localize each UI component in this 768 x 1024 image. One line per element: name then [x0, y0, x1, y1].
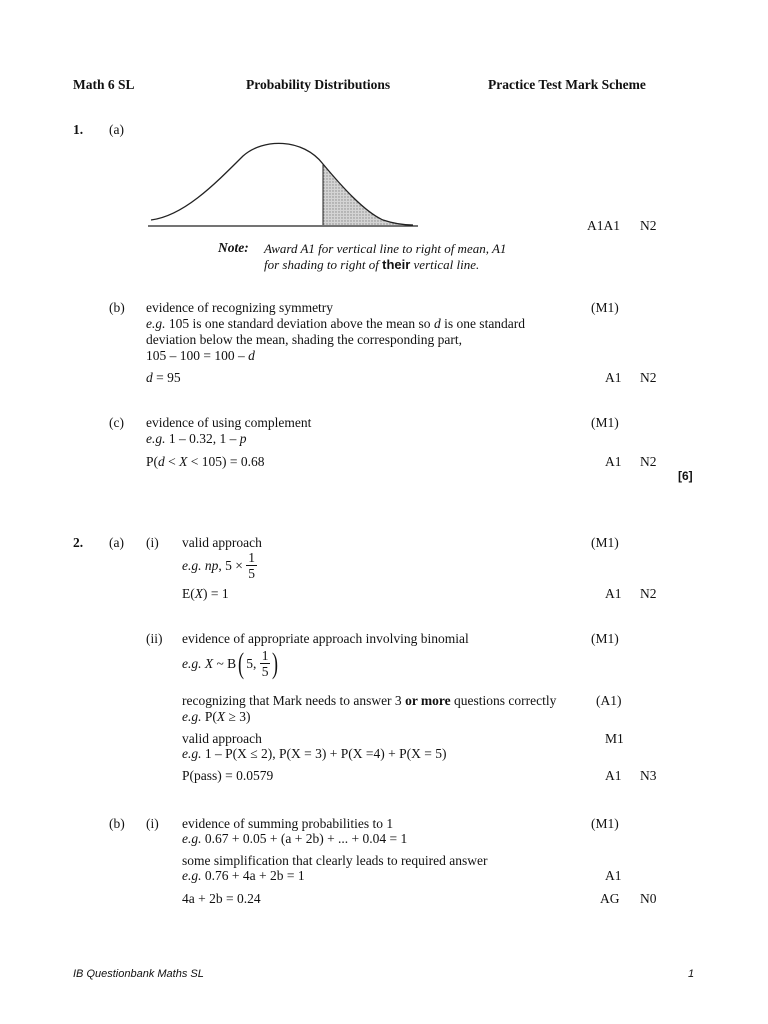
fraction-one-fifth [260, 648, 271, 679]
q1b-line1-mark: (M1) [591, 300, 619, 315]
ans-post: ) = 1 [203, 586, 229, 601]
var-x: X [179, 454, 188, 469]
line3-post: ≥ 3) [225, 709, 251, 724]
q1a-marks: A1A1 [587, 218, 620, 233]
q2bi-label: (i) [146, 816, 159, 831]
ans-pre: P( [146, 454, 159, 469]
q2bi-answer-mark: AG [600, 891, 620, 906]
q2bi-answer-n: N0 [640, 891, 657, 906]
eg-label: e.g. [182, 655, 202, 671]
bell-curve-line [151, 143, 413, 225]
q1b-line2 [146, 316, 525, 332]
q1b-answer-n: N2 [640, 370, 657, 385]
q2aii-line4: valid approach [182, 731, 262, 746]
note-line-2 [264, 257, 506, 273]
q2aii-answer-mark: A1 [605, 768, 622, 783]
var-x: X [201, 655, 214, 671]
q1a-note-label: Note: [218, 240, 249, 255]
eg-label: e.g. [182, 709, 202, 724]
shaded-tail-region [323, 164, 413, 225]
q2ai-line1: valid approach [182, 535, 262, 550]
q1c-label: (c) [109, 415, 124, 430]
q2aii-label: (ii) [146, 631, 163, 646]
line2-post: questions correctly [450, 693, 557, 708]
eg-label: e.g. [182, 868, 202, 883]
q2ai-answer [182, 586, 229, 602]
eg-label: e.g. [182, 746, 202, 761]
q1-total-marks: [6] [678, 469, 693, 483]
fraction-one-fifth [246, 550, 257, 581]
q2a-label: (a) [109, 535, 124, 550]
q2bi-line3: some simplification that clearly leads to required answer [182, 853, 488, 868]
q1b-line2-post: is one standard [440, 316, 526, 331]
q2bi-line4 [182, 868, 305, 884]
q1b-line2-text: 105 is one standard deviation above the mean so [165, 316, 434, 331]
q1b-answer-mark: A1 [605, 370, 622, 385]
header-course: Math 6 SL [73, 77, 135, 92]
note-line-2-bold: their [382, 257, 411, 272]
var-d: d [158, 454, 165, 469]
q2aii-line2 [182, 693, 556, 709]
q1b-answer-text: = 95 [152, 370, 181, 385]
ans-pre: E( [182, 586, 195, 601]
q2ai-eg [182, 550, 257, 581]
q2aii-line3 [182, 709, 251, 725]
q2aii-eg [182, 648, 280, 679]
q1b-line4-text: 105 – 100 = 100 – [146, 348, 249, 363]
q2aii-answer: P(pass) = 0.0579 [182, 768, 274, 783]
var-d: d [248, 348, 255, 363]
q1c-line2-text: 1 – 0.32, 1 – [165, 431, 240, 446]
right-paren: ) [272, 646, 279, 680]
q1a-note-text [264, 241, 506, 273]
frac-den: 5 [261, 664, 269, 679]
q2aii-line2-mark: (A1) [596, 693, 622, 708]
q2aii-line5 [182, 746, 446, 762]
note-line-2-pre: for shading to right of [264, 257, 383, 272]
binomial-n: 5, [246, 655, 257, 671]
q2aii-line1: evidence of appropriate approach involving binomial [182, 631, 469, 646]
line2-text: 0.67 + 0.05 + (a + 2b) + ... + 0.04 = 1 [201, 831, 408, 846]
line4-text: 0.76 + 4a + 2b = 1 [201, 868, 305, 883]
q1a-label: (a) [109, 122, 124, 137]
var-x: X [216, 709, 226, 724]
q2aii-answer-n: N3 [640, 768, 657, 783]
q1b-line1: evidence of recognizing symmetry [146, 300, 334, 315]
q2bi-line1: evidence of summing probabilities to 1 [182, 816, 394, 831]
eg-post: , 5 × [218, 557, 243, 573]
footer-source: IB Questionbank Maths SL [73, 968, 204, 980]
q1a-n: N2 [640, 218, 657, 233]
var-p: p [239, 431, 247, 446]
q1c-answer [146, 454, 265, 470]
note-line-1: Award A1 for vertical line to right of mean, A1 [264, 241, 507, 256]
eg-label: e.g. [182, 557, 202, 573]
eg-label: e.g. [182, 831, 202, 846]
q2ai-answer-n: N2 [640, 586, 657, 601]
q1-number: 1. [73, 122, 84, 137]
note-line-2-post: vertical line. [410, 257, 480, 272]
q2bi-line1-mark: (M1) [591, 816, 619, 831]
left-paren: ( [238, 646, 245, 680]
q2aii-line1-mark: (M1) [591, 631, 619, 646]
var-x: X [194, 586, 203, 601]
q2-number: 2. [73, 535, 84, 550]
q1b-line4 [146, 348, 255, 364]
q1c-line1-mark: (M1) [591, 415, 619, 430]
header-title: Practice Test Mark Scheme [488, 77, 646, 92]
eg-label: e.g. [146, 431, 166, 446]
header-topic: Probability Distributions [246, 77, 391, 92]
var-np: np [201, 557, 219, 573]
q1b-line3: deviation below the mean, shading the corresponding part, [146, 332, 463, 347]
eg-post: ~ B [213, 655, 237, 671]
eg-label: e.g. [146, 316, 166, 331]
var-d: d [146, 370, 153, 385]
q2b-label: (b) [109, 816, 125, 831]
line5-text: 1 – P(X ≤ 2), P(X = 3) + P(X =4) + P(X = 5) [201, 746, 447, 761]
frac-num: 1 [261, 648, 269, 663]
normal-curve-sketch [143, 136, 423, 232]
q2ai-answer-mark: A1 [605, 586, 622, 601]
footer-page-number: 1 [688, 968, 695, 980]
q2aii-line4-mark: M1 [605, 731, 624, 746]
q1c-answer-mark: A1 [605, 454, 622, 469]
frac-den: 5 [248, 566, 255, 581]
q2bi-line4-mark: A1 [605, 868, 622, 883]
line2-pre: recognizing that Mark needs to answer 3 [182, 693, 406, 708]
line2-bold: or more [405, 693, 451, 708]
ans-mid: < [164, 454, 180, 469]
q2bi-line2 [182, 831, 407, 847]
q1b-answer [146, 370, 181, 386]
q1c-answer-n: N2 [640, 454, 657, 469]
line3-pre: P( [201, 709, 217, 724]
q1b-label: (b) [109, 300, 125, 315]
q2ai-label: (i) [146, 535, 159, 550]
q2ai-line1-mark: (M1) [591, 535, 619, 550]
q1c-line1: evidence of using complement [146, 415, 312, 430]
ans-post: < 105) = 0.68 [187, 454, 265, 469]
q1c-line2 [146, 431, 247, 447]
frac-num: 1 [248, 550, 255, 565]
var-d: d [433, 316, 441, 331]
q2bi-answer: 4a + 2b = 0.24 [182, 891, 261, 906]
